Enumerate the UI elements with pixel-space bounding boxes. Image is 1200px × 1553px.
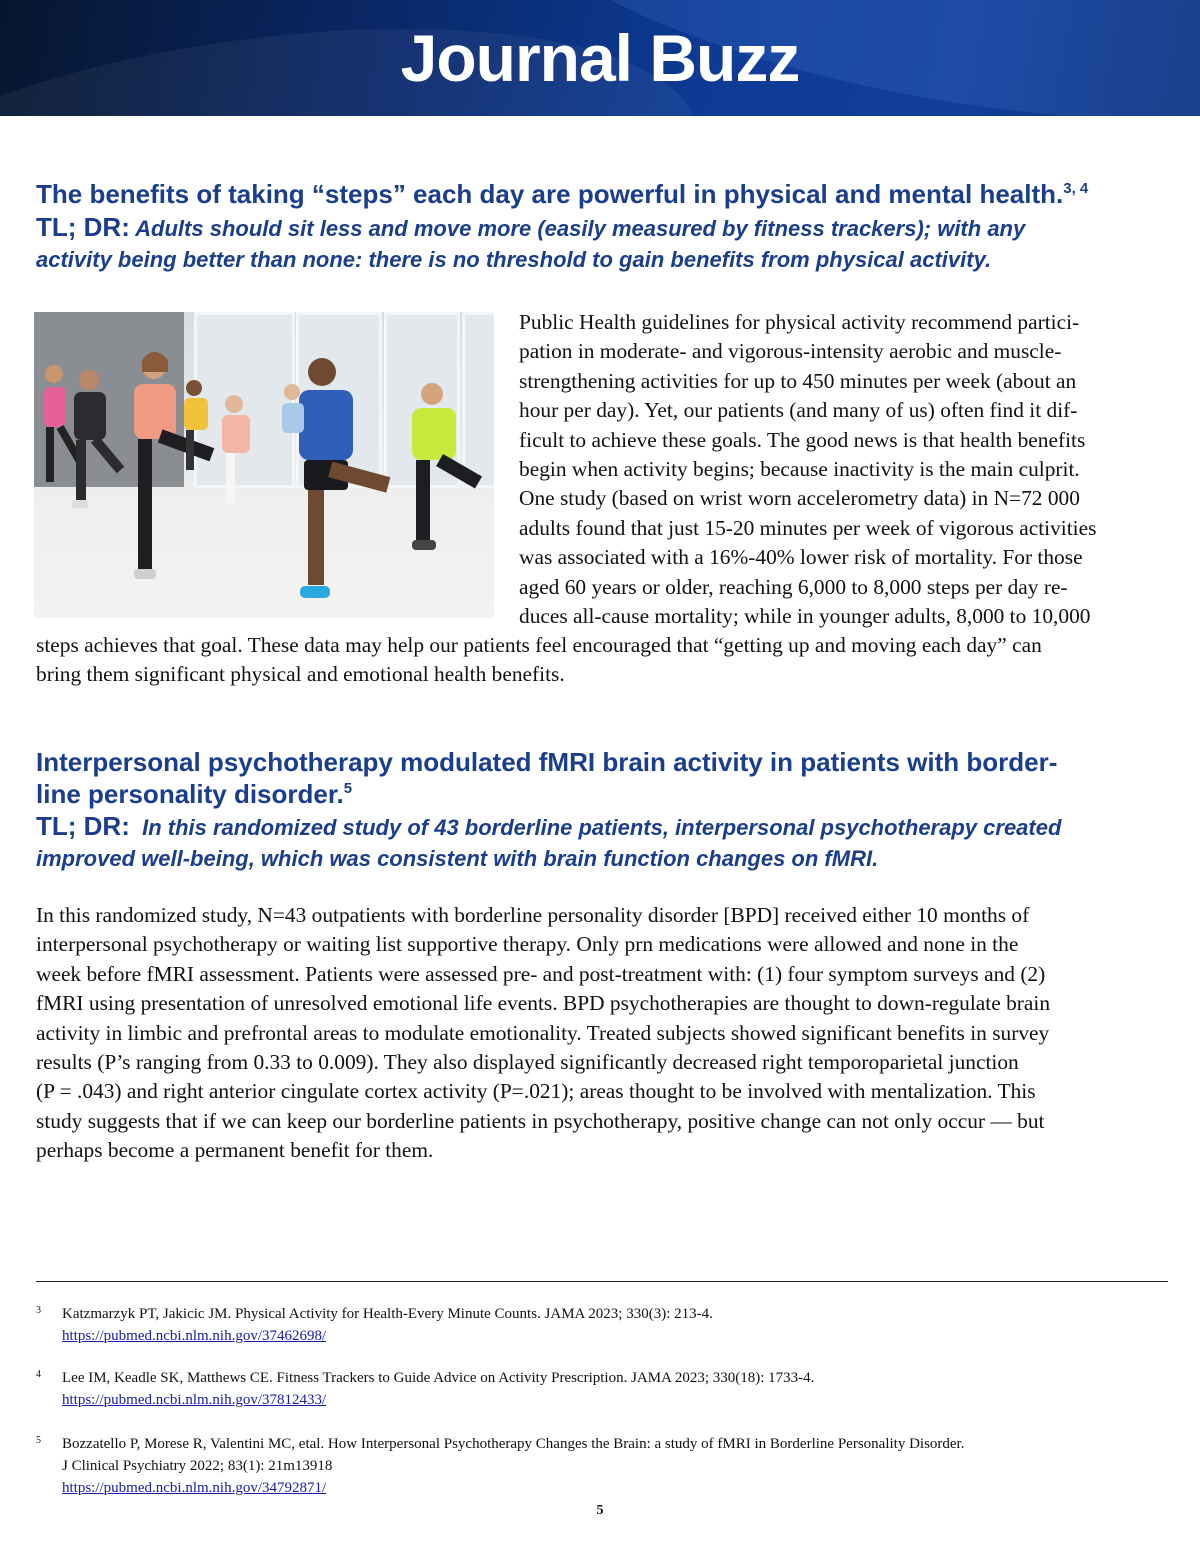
body-line: One study (based on wrist worn accelerometry data) in N=72 000	[519, 486, 1080, 511]
body-line: results (P’s ranging from 0.33 to 0.009). They also displayed significantly decreased right temporoparietal junction	[36, 1050, 1019, 1075]
footnote-link[interactable]: https://pubmed.ncbi.nlm.nih.gov/37462698/	[62, 1328, 327, 1344]
article1-body	[519, 308, 1096, 631]
article1-heading-refs: 3, 4	[1063, 180, 1089, 197]
photo-people	[34, 312, 494, 618]
body-line: begin when activity begins; because inactivity is the main culprit.	[519, 457, 1080, 482]
body-line: pation in moderate- and vigorous-intensity aerobic and muscle-	[519, 339, 1062, 364]
article2-heading-line: Interpersonal psychotherapy modulated fMRI brain activity in patients with border-	[36, 747, 1058, 777]
body-line: In this randomized study, N=43 outpatients with borderline personality disorder [BPD] received either 10 months of	[36, 903, 1030, 927]
footnote-text: Katzmarzyk PT, Jakicic JM. Physical Activity for Health-Every Minute Counts. JAMA 2023; 330(3): 213-4.	[62, 1306, 713, 1322]
body-line: strengthening activities for up to 450 minutes per week (about an	[519, 368, 1077, 393]
article2-heading-refs: 5	[343, 780, 353, 797]
page-title: Journal Buzz	[400, 21, 800, 95]
tldr-label: TL; DR:	[36, 811, 130, 841]
footnote-text: Bozzatello P, Morese R, Valentini MC, etal. How Interpersonal Psychotherapy Changes the Brain: a study of fMRI in Borderline Personality Disorder.	[62, 1436, 965, 1452]
footnote-text: J Clinical Psychiatry 2022; 83(1): 21m13918	[62, 1458, 333, 1474]
page-number: 5	[596, 1503, 604, 1518]
tldr-text-line: activity being better than none: there is no threshold to gain benefits from physical activity.	[36, 247, 992, 272]
article2-body	[36, 901, 1050, 1166]
body-line: fMRI using presentation of unresolved emotional life events. BPD psychotherapies are thought to down-regulate brain	[36, 991, 1051, 1016]
body-line: duces all-cause mortality; while in younger adults, 8,000 to 10,000	[519, 604, 1091, 629]
article1-heading	[36, 178, 1176, 210]
article2-tldr	[36, 811, 1176, 874]
body-line: (P = .043) and right anterior cingulate cortex activity (P=.021); areas thought to be involved with mentalization. This	[36, 1079, 1036, 1104]
body-line: bring them significant physical and emotional health benefits.	[36, 662, 565, 687]
body-line: activity in limbic and prefrontal areas to modulate emotionality. Treated subjects showed significant benefits in survey	[36, 1020, 1050, 1045]
body-line: hour per day). Yet, our patients (and many of us) often find it dif-	[519, 398, 1078, 423]
footnote-link[interactable]: https://pubmed.ncbi.nlm.nih.gov/37812433/	[62, 1392, 327, 1408]
tldr-text-line: improved well-being, which was consistent with brain function changes on fMRI.	[36, 846, 879, 871]
article2-heading	[36, 746, 1176, 810]
body-line: interpersonal psychotherapy or waiting list supportive therapy. Only prn medications were allowed and none in the	[36, 932, 1019, 957]
article2-heading-line: line personality disorder.	[36, 779, 344, 809]
body-line: Public Health guidelines for physical activity recommend partici-	[519, 310, 1080, 334]
footnote-divider	[36, 1281, 1168, 1282]
body-line: steps achieves that goal. These data may help our patients feel encouraged that “getting up and moving each day” can	[36, 633, 1042, 657]
footnote-link[interactable]: https://pubmed.ncbi.nlm.nih.gov/34792871/	[62, 1480, 327, 1496]
tldr-text-line: Adults should sit less and move more (easily measured by fitness trackers); with any	[135, 216, 1026, 241]
footnote-number: 5	[36, 1435, 41, 1446]
body-line: aged 60 years or older, reaching 6,000 to 8,000 steps per day re-	[519, 574, 1068, 599]
footnote-number: 3	[36, 1305, 41, 1316]
body-line: perhaps become a permanent benefit for them.	[36, 1138, 434, 1163]
body-line: ficult to achieve these goals. The good news is that health benefits	[519, 427, 1086, 452]
footnote-number: 4	[36, 1369, 41, 1380]
footnote-text: Lee IM, Keadle SK, Matthews CE. Fitness Trackers to Guide Advice on Activity Prescription. JAMA 2023; 330(18): 1733-4.	[62, 1370, 815, 1386]
tldr-label: TL; DR:	[36, 212, 130, 242]
tldr-text-line: In this randomized study of 43 borderline patients, interpersonal psychotherapy created	[142, 815, 1062, 840]
article1-body-tail	[36, 631, 1042, 690]
body-line: adults found that just 15-20 minutes per week of vigorous activities	[519, 515, 1097, 540]
article1-heading-text: The benefits of taking “steps” each day are powerful in physical and mental health.	[36, 179, 1064, 209]
header-banner	[0, 0, 1200, 116]
body-line: study suggests that if we can keep our borderline patients in psychotherapy, positive change can not only occur — but	[36, 1108, 1045, 1133]
body-line: was associated with a 16%-40% lower risk of mortality. For those	[519, 545, 1083, 570]
body-line: week before fMRI assessment. Patients were assessed pre- and post-treatment with: (1) four symptom surveys and (2)	[36, 961, 1046, 986]
article1-tldr	[36, 212, 1176, 275]
fitness-class-photo	[34, 312, 494, 618]
